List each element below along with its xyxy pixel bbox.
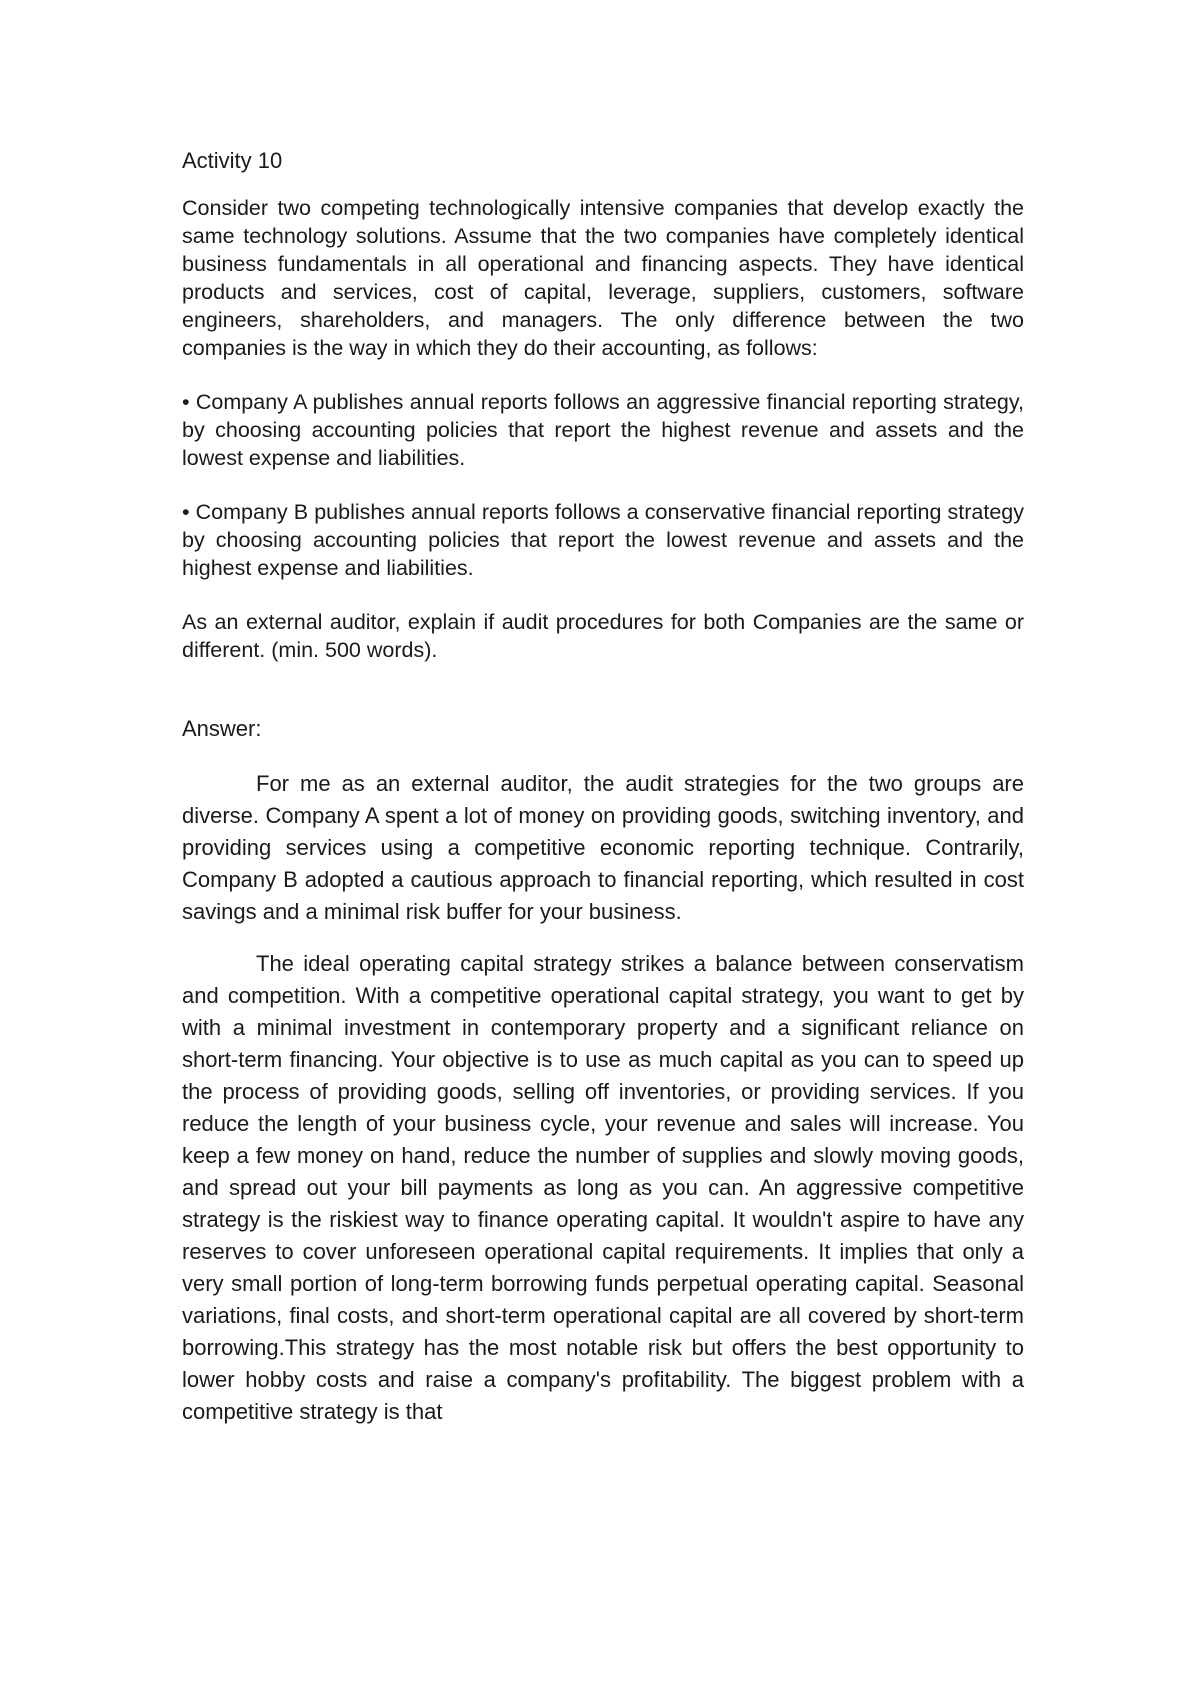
bullet-company-b: • Company B publishes annual reports follows a conservative financial reporting strategy by choosing accounting policies that report the lowest revenue and assets and the highest expense and liabilities. xyxy=(182,500,1024,580)
answer-paragraph-2: The ideal operating capital strategy strikes a balance between conservatism and competition. With a competitive operational capital strategy, you want to get by with a minimal investment in contemporary property and a significant reliance on short-term financing. Your objective is to use as much capital as you can to speed up the process of providing goods, selling off inventories, or providing services. If you reduce the length of your business cycle, your revenue and sales will increase. You keep a few money on hand, reduce the number of supplies and slowly moving goods, and spread out your bill payments as long as you can. An aggressive competitive strategy is the riskiest way to finance operating capital. It wouldn't aspire to have any reserves to cover unforeseen operational capital requirements. It implies that only a very small portion of long-term borrowing funds perpetual operating capital. Seasonal variations, final costs, and short-term operational capital are all covered by short-term borrowing.This strategy has the most notable risk but offers the best opportunity to lower hobby costs and raise a company's profitability. The biggest problem with a competitive strategy is that xyxy=(182,951,1024,1424)
activity-title: Activity 10 xyxy=(182,148,283,173)
question-intro: Consider two competing technologically intensive companies that develop exactly the same technology solutions. Assume that the two companies have completely identical business fundamentals in all operational and financing aspects. They have identical products and services, cost of capital, leverage, suppliers, customers, software engineers, shareholders, and managers. The only difference between the two companies is the way in which they do their accounting, as follows: xyxy=(182,196,1024,360)
bullet-company-a: • Company A publishes annual reports follows an aggressive financial reporting strategy, by choosing accounting policies that report the highest revenue and assets and the lowest expense and liabilities. xyxy=(182,390,1024,470)
question-prompt: As an external auditor, explain if audit procedures for both Companies are the same or different. (min. 500 words). xyxy=(182,610,1024,662)
document-page xyxy=(182,148,1024,1448)
answer-label: Answer: xyxy=(182,716,262,741)
answer-paragraph-1: For me as an external auditor, the audit strategies for the two groups are diverse. Company A spent a lot of money on providing goods, switching inventory, and providing services using a competitive economic reporting technique. Contrarily, Company B adopted a cautious approach to financial reporting, which resulted in cost savings and a minimal risk buffer for your business. xyxy=(182,771,1024,924)
